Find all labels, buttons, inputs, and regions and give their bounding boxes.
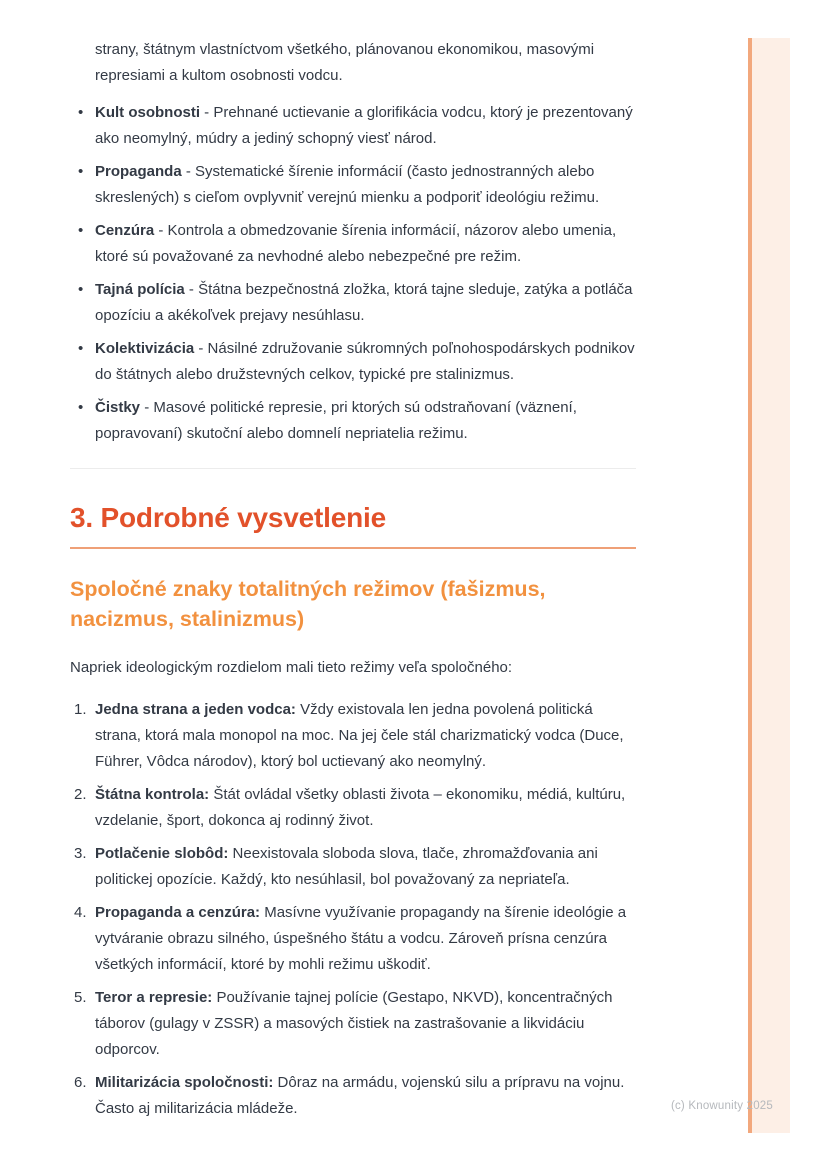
bullet-marker: •	[78, 104, 84, 121]
feature-item	[74, 1070, 636, 1122]
definition-item	[78, 336, 636, 388]
feature-item	[74, 697, 636, 775]
definition-list	[70, 100, 636, 447]
feature-item	[74, 900, 636, 978]
definition-term: Kolektivizácia	[95, 340, 195, 357]
page-content	[70, 37, 636, 1129]
item-number: 4.	[74, 904, 87, 921]
section-divider	[70, 468, 636, 469]
side-stripe-fill	[752, 38, 790, 1133]
bullet-marker: •	[78, 222, 84, 239]
feature-desc: Neexistovala sloboda slova, tlače, zhromažďovania ani politickej opozície. Každý, kto nesúhlasil, bol považovaný za nepriateľa.	[95, 845, 598, 888]
definition-term: Kult osobnosti	[95, 104, 200, 121]
feature-item	[74, 782, 636, 834]
section-heading: 3. Podrobné vysvetlenie	[70, 502, 386, 533]
definition-term: Čistky	[95, 399, 141, 416]
feature-desc: Používanie tajnej polície (Gestapo, NKVD), koncentračných táborov (gulagy v ZSSR) a masových čistiek na zastrašovanie a likvidáciu odporcov.	[95, 989, 613, 1058]
definition-desc: - Masové politické represie, pri ktorých sú odstraňovaní (väznení, popravovaní) skutoční alebo domnelí nepriatelia režimu.	[95, 399, 577, 442]
feature-term: Militarizácia spoločnosti:	[95, 1074, 274, 1091]
feature-desc: Vždy existovala len jedna povolená politická strana, ktorá mala monopol na moc. Na jej čele stál charizmatický vodca (Duce, Führer, Vôdca národov), ktorý bol uctievaný ako neomylný.	[95, 701, 624, 770]
definition-desc: - Prehnané uctievanie a glorifikácia vodcu, ktorý je prezentovaný ako neomylný, múdry a jediný schopný viesť národ.	[95, 104, 633, 147]
definition-desc: - Systematické šírenie informácií (často jednostranných alebo skreslených) s cieľom ovplyvniť verejnú mienku a podporiť ideológiu režimu.	[95, 163, 600, 206]
heading-underline	[70, 547, 636, 549]
intro-paragraph: Napriek ideologickým rozdielom mali tieto režimy veľa spoločného:	[70, 659, 513, 676]
definition-item	[78, 159, 636, 211]
bullet-marker: •	[78, 340, 84, 357]
bullet-marker: •	[78, 163, 84, 180]
feature-term: Jedna strana a jeden vodca:	[95, 701, 296, 718]
feature-term: Štátna kontrola:	[95, 786, 210, 803]
item-number: 2.	[74, 786, 87, 803]
feature-item	[74, 841, 636, 893]
definition-item	[78, 277, 636, 329]
definition-item	[78, 100, 636, 152]
item-number: 1.	[74, 701, 87, 718]
bullet-marker: •	[78, 281, 84, 298]
definition-desc: - Štátna bezpečnostná zložka, ktorá tajne sleduje, zatýka a potláča opozíciu a akékoľvek prejavy nesúhlasu.	[95, 281, 633, 324]
item-number: 3.	[74, 845, 87, 862]
definition-desc: - Kontrola a obmedzovanie šírenia informácií, názorov alebo umenia, ktoré sú považované za nevhodné alebo nebezpečné pre režim.	[95, 222, 617, 265]
feature-term: Teror a represie:	[95, 989, 213, 1006]
feature-term: Propaganda a cenzúra:	[95, 904, 261, 921]
item-number: 6.	[74, 1074, 87, 1091]
definition-term: Tajná polícia	[95, 281, 185, 298]
definition-item	[78, 218, 636, 270]
item-number: 5.	[74, 989, 87, 1006]
footer-copyright: (c) Knowunity 2025	[670, 1100, 773, 1112]
bullet-marker: •	[78, 399, 84, 416]
definition-desc: - Násilné združovanie súkromných poľnohospodárskych podnikov do štátnych alebo družstevných celkov, typické pre stalinizmus.	[95, 340, 635, 383]
definition-item	[78, 395, 636, 447]
feature-desc: Dôraz na armádu, vojenskú silu a prípravu na vojnu. Často aj militarizácia mládeže.	[95, 1074, 625, 1117]
continuation-paragraph: strany, štátnym vlastníctvom všetkého, plánovanou ekonomikou, masovými represiami a kultom osobnosti vodcu.	[95, 41, 595, 84]
definition-term: Cenzúra	[95, 222, 155, 239]
sub-heading: Spoločné znaky totalitných režimov (fašizmus, nacizmus, stalinizmus)	[70, 577, 546, 631]
definition-term: Propaganda	[95, 163, 182, 180]
feature-desc: Masívne využívanie propagandy na šírenie ideológie a vytváranie obrazu silného, úspešného štátu a vodcu. Zároveň prísna cenzúra všetkých informácií, ktoré by mohli režimu uškodiť.	[95, 904, 627, 973]
features-list	[70, 697, 636, 1122]
feature-term: Potlačenie slobôd:	[95, 845, 229, 862]
feature-item	[74, 985, 636, 1063]
side-stripe	[748, 38, 790, 1133]
feature-desc: Štát ovládal všetky oblasti života – ekonomiku, médiá, kultúru, vzdelanie, šport, dokonca aj rodinný život.	[95, 786, 626, 829]
